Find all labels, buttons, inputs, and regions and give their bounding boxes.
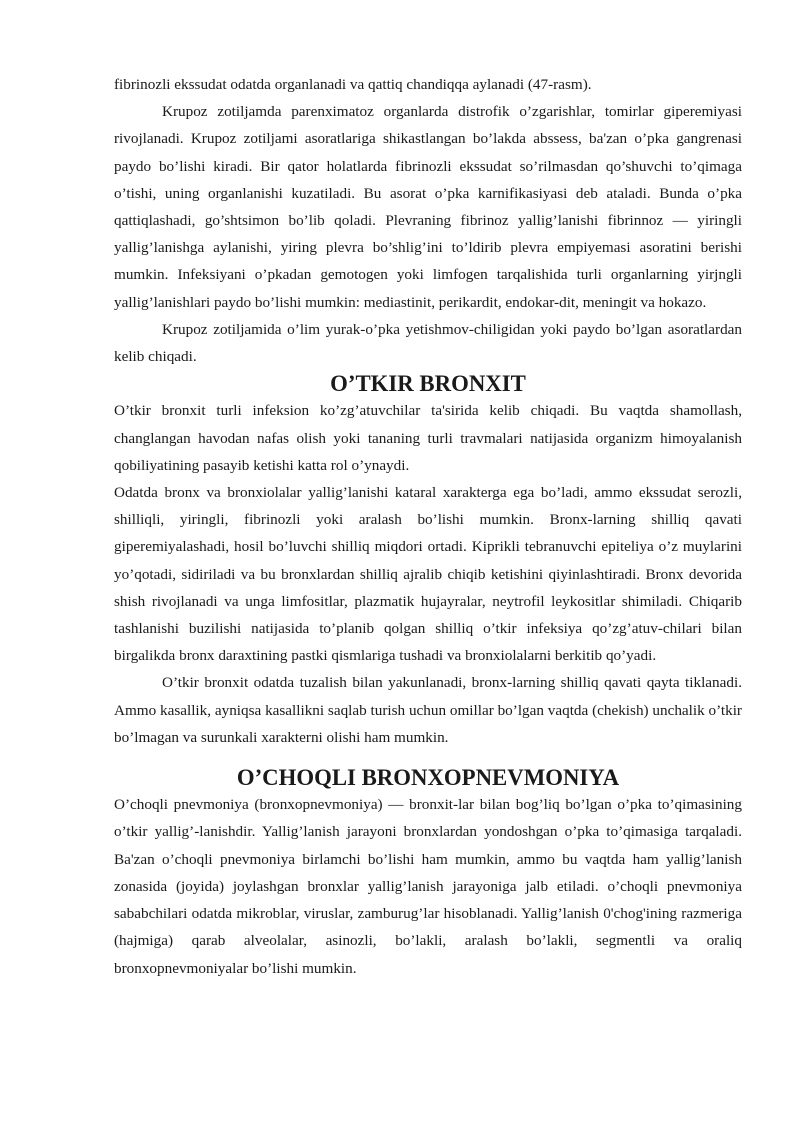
heading-acute-bronchitis: O’TKIR BRONXIT xyxy=(330,371,526,397)
paragraph-fibrinous-exudate: fibrinozli ekssudat odatda organlanadi va qattiq chandiqqa aylanadi (47-rasm). xyxy=(114,76,592,93)
paragraph-bronchitis-causes: O’tkir bronxit turli infeksion ko’zg’atuvchilar ta'sirida kelib chiqadi. Bu vaqtda shamollash, changlangan havodan nafas olish yoki tananing turli travmalari natijasida organizm himoyalanish qobiliyatining pasayib ketishi katta rol o’ynaydi. xyxy=(114,402,742,474)
paragraph-bronchitis-inflammation: Odatda bronx va bronxiolalar yallig’lanishi kataral xarakterga ega bo’ladi, ammo ekssudat serozli, shilliqli, yiringli, fibrinozli yoki aralash bo’lishi mumkin. Bronx-larning shilliq qavati giperemiyalashadi, hosil bo’luvchi shilliq miqdori ortadi. Kiprikli tebranuvchi epiteliya o’z muylarini yo’qotadi, sidiriladi va bu bronxlardan shilliq ajralib chiqib ketishini qiyinlashtiradi. Bronx devorida shish rivojlanadi va unga limfositlar, plazmatik hujayralar, neytrofil leykositlar shimiladi. Chiqarib tashlanishi buzilishi natijasida to’planib qolgan shilliq o’tkir infeksiya qo’zg’atuv-chilari bilan birgalikda bronx daraxtining pastki qismlariga tushadi va bronxiolalarni berkitib qo’yadi. xyxy=(114,484,742,665)
paragraph-bronchopneumonia: O’choqli pnevmoniya (bronxopnevmoniya) — bronxit-lar bilan bog’liq bo’lgan o’pka to’qimasining o’tkir yallig’-lanishdir. Yallig’lanish jarayoni bronxlardan yondoshgan o’pka to’qimasiga tarqaladi. Ba'zan o’choqli pnevmoniya birlamchi bo’lishi ham mumkin, ammo bu vaqtda ham yallig’lanish zonasida (joyida) joylashgan bronxlar yallig’lanish jarayoniga jalb etiladi. o’choqli pnevmoniya sababchilari odatda mikroblar, viruslar, zamburug’lar hisoblanadi. Yallig’lanish 0'chog'ining razmeriga (hajmiga) qarab alveolalar, asinozli, bo’lakli, aralash bo’lakli, segmentli va oraliq bronxopnevmoniyalar bo’lishi mumkin. xyxy=(114,796,742,977)
paragraph-bronchitis-outcome: O’tkir bronxit odatda tuzalish bilan yakunlanadi, bronx-larning shilliq qavati qayta tiklanadi. Ammo kasallik, ayniqsa kasallikni saqlab turish uchun omillar bo’lgan vaqtda (chekish) unchalik o’tkir bo’lmagan va surunkali xarakterni olishi ham mumkin. xyxy=(114,674,742,746)
paragraph-croupous-complications: Krupoz zotiljamda parenximatoz organlarda distrofik o’zgarishlar, tomirlar giperemiyasi rivojlanadi. Krupoz zotiljami asoratlariga shikastlangan bo’lakda abssess, ba'zan o’pka gangrenasi paydo bo’lishi kiradi. Bir qator holatlarda fibrinozli ekssudat so’rilmasdan qo’shuvchi to’qimaga o’tishi, uning organlanishi kuzatiladi. Bu asorat o’pka karnifikasiyasi deb ataladi. Bunda o’pka qattiqlashadi, go’shtsimon bo’lib qoladi. Plevraning fibrinoz yallig’lanishi fibrinnoz — yiringli yallig’lanishga aylanishi, yiring plevra bo’shlig’ini to’ldirib plevra empiyemasi asoratini berishi mumkin. Infeksiyani o’pkadan gemotogen yoki limfogen tarqalishida turli organlarning yirjngli yallig’lanishlari paydo bo’lishi mumkin: mediastinit, perikardit, endokar-dit, meningit va hokazo. xyxy=(114,103,742,311)
document-page xyxy=(114,71,742,982)
heading-focal-bronchopneumonia: O’CHOQLI BRONXOPNEVMONIYA xyxy=(236,765,620,791)
paragraph-croupous-death: Krupoz zotiljamida o’lim yurak-o’pka yetishmov-chiligidan yoki paydo bo’lgan asoratlardan kelib chiqadi. xyxy=(114,320,742,366)
